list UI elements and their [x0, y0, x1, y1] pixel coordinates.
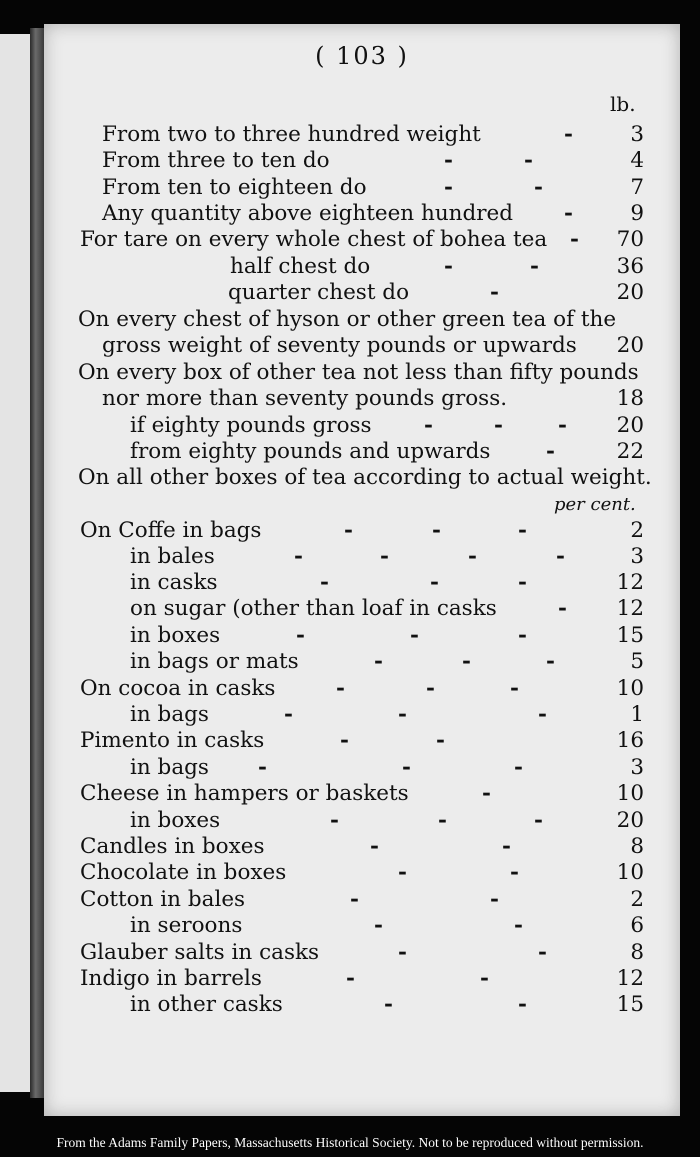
- row-value: 4: [630, 148, 644, 173]
- row-value: 2: [630, 887, 644, 912]
- facing-page-edge: [0, 34, 30, 1092]
- row-value: 15: [616, 992, 644, 1017]
- row-value: 3: [630, 122, 644, 147]
- row-label: On every chest of hyson or other green tea of the: [78, 307, 617, 332]
- row-label: Any quantity above eighteen hundred: [102, 201, 514, 226]
- table-row: [44, 307, 680, 333]
- row-label: in boxes: [130, 623, 221, 648]
- row-label: in seroons: [130, 913, 243, 938]
- table-row: From ten to eighteen do - - 7: [102, 175, 644, 200]
- row-label: On Coffe in bags: [80, 518, 262, 543]
- row-value: 70: [616, 227, 644, 252]
- row-label: Pimento in casks: [80, 728, 265, 753]
- row-value: 8: [630, 940, 644, 965]
- row-label: Indigo in barrels: [80, 966, 262, 991]
- table-row: From two to three hundred weight - 3: [102, 122, 644, 147]
- table-row: From three to ten do - - 4: [102, 148, 644, 173]
- row-label: if eighty pounds gross: [130, 413, 372, 438]
- table-row: in boxes - - - 20: [130, 808, 644, 833]
- row-label: Chocolate in boxes: [80, 860, 287, 885]
- row-value: 10: [616, 676, 644, 701]
- row-label: From ten to eighteen do: [102, 175, 367, 200]
- row-label: On every box of other tea not less than fifty pounds: [78, 360, 639, 385]
- row-value: 9: [630, 201, 644, 226]
- row-value: 15: [616, 623, 644, 648]
- table-row: Cheese in hampers or baskets - 10: [80, 781, 644, 806]
- table-row: Any quantity above eighteen hundred - 9: [102, 201, 644, 226]
- table-row: in seroons - - 6: [130, 913, 644, 938]
- table-row: For tare on every whole chest of bohea tea - 70: [80, 227, 644, 252]
- row-value: 12: [616, 570, 644, 595]
- row-label: in casks: [130, 570, 218, 595]
- table-row: Candles in boxes - - 8: [80, 834, 644, 859]
- table-row: in bags or mats - - - 5: [130, 649, 644, 674]
- row-value: 1: [630, 702, 644, 727]
- row-value: 3: [630, 755, 644, 780]
- row-label: On all other boxes of tea according to actual weight.: [78, 465, 652, 490]
- table-row: in bags - - - 3: [130, 755, 644, 780]
- row-label: nor more than seventy pounds gross.: [102, 386, 508, 411]
- page-number: ( 103 ): [315, 42, 409, 70]
- row-value: 36: [616, 254, 644, 279]
- row-value: 12: [616, 966, 644, 991]
- table-row: half chest do - - 36: [230, 254, 644, 279]
- table-row: Cotton in bales - - 2: [80, 887, 644, 912]
- table-row: On cocoa in casks - - - 10: [80, 676, 644, 701]
- table-row: Glauber salts in casks - - 8: [80, 940, 644, 965]
- row-value: 3: [630, 544, 644, 569]
- row-label: Cheese in hampers or baskets: [80, 781, 409, 806]
- table-row: On Coffe in bags - - - 2: [80, 518, 644, 543]
- row-label: On cocoa in casks: [80, 676, 276, 701]
- row-label: in other casks: [130, 992, 283, 1017]
- row-label: in bags or mats: [130, 649, 299, 674]
- row-label: From two to three hundred weight: [102, 122, 481, 147]
- row-label: From three to ten do: [102, 148, 330, 173]
- row-label: gross weight of seventy pounds or upwards: [102, 333, 577, 358]
- table-row: in bags - - - 1: [130, 702, 644, 727]
- table-row: Pimento in casks - - 16: [80, 728, 644, 753]
- table-row: from eighty pounds and upwards - 22: [130, 439, 644, 464]
- row-value: 7: [630, 175, 644, 200]
- row-label: in boxes: [130, 808, 221, 833]
- row-value: 5: [630, 649, 644, 674]
- row-value: 12: [616, 596, 644, 621]
- row-value: 2: [630, 518, 644, 543]
- row-label: quarter chest do: [228, 280, 410, 305]
- table-row: on sugar (other than loaf in casks - 12: [130, 596, 644, 621]
- table-row: [44, 465, 680, 491]
- table-row: if eighty pounds gross - - - 20: [130, 413, 644, 438]
- row-value: 20: [616, 333, 644, 358]
- row-label: in bags: [130, 755, 209, 780]
- row-label: in bales: [130, 544, 215, 569]
- row-label: Cotton in bales: [80, 887, 246, 912]
- row-label: half chest do: [230, 254, 371, 279]
- row-value: 20: [616, 808, 644, 833]
- table-row: Indigo in barrels - - 12: [80, 966, 644, 991]
- row-value: 18: [616, 386, 644, 411]
- table-row: in bales - - - - 3: [130, 544, 644, 569]
- row-value: 8: [630, 834, 644, 859]
- row-value: 10: [616, 781, 644, 806]
- row-label: in bags: [130, 702, 209, 727]
- row-label: Glauber salts in casks: [80, 940, 320, 965]
- table-row: Chocolate in boxes - - 10: [80, 860, 644, 885]
- copyright-footer: From the Adams Family Papers, Massachusetts Historical Society. Not to be reproduced without permission.: [56, 1135, 644, 1150]
- table-row: quarter chest do - 20: [228, 280, 644, 305]
- row-value: 20: [616, 280, 644, 305]
- row-value: 10: [616, 860, 644, 885]
- table-row: [44, 386, 680, 412]
- table-row: in other casks - - 15: [130, 992, 644, 1017]
- row-value: 6: [630, 913, 644, 938]
- table-row: in casks - - - 12: [130, 570, 644, 595]
- book-page: [44, 24, 680, 1116]
- row-label: on sugar (other than loaf in casks: [130, 596, 497, 621]
- table-row: in boxes - - - 15: [130, 623, 644, 648]
- book-gutter: [30, 28, 44, 1098]
- row-value: 20: [616, 413, 644, 438]
- table-row: [44, 333, 680, 359]
- row-label: Candles in boxes: [80, 834, 265, 859]
- unit-lb-heading: lb.: [610, 92, 636, 116]
- row-label: from eighty pounds and upwards: [130, 439, 491, 464]
- table-row: [44, 360, 680, 386]
- unit-percent-heading: per cent.: [554, 494, 636, 515]
- row-label: For tare on every whole chest of bohea tea: [80, 227, 548, 252]
- row-value: 22: [616, 439, 644, 464]
- row-value: 16: [616, 728, 644, 753]
